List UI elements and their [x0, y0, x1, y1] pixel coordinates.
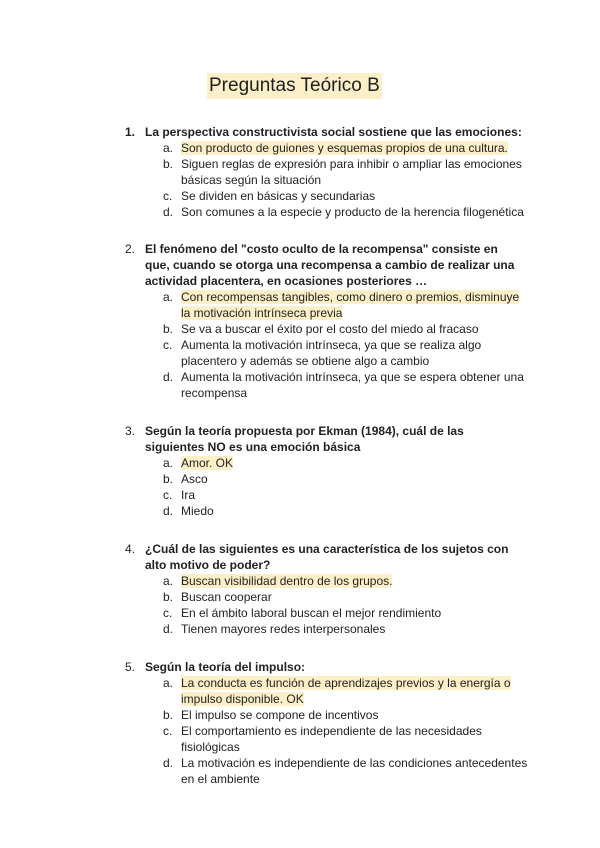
option-c — [0, 188, 600, 204]
option-text-highlighted: Amor. OK — [181, 456, 234, 470]
question-list — [0, 124, 600, 787]
option-letter: d. — [163, 205, 174, 219]
option-letter: c. — [163, 488, 173, 502]
option-d — [0, 503, 600, 519]
question-text: La perspectiva constructivista social sostiene que las emociones: — [145, 125, 522, 139]
question-number: 2. — [125, 242, 136, 256]
option-b — [0, 156, 600, 188]
option-a — [0, 289, 600, 321]
option-text: Son comunes a la especie y producto de la herencia filogenética — [181, 205, 524, 219]
option-letter: b. — [163, 708, 174, 722]
option-d — [0, 369, 600, 401]
option-letter: a. — [163, 676, 174, 690]
option-text-highlighted: Con recompensas tangibles, como dinero o premios, disminuye la motivación intrínseca previa — [181, 290, 520, 320]
option-b — [0, 471, 600, 487]
option-text-highlighted: La conducta es función de aprendizajes previos y la energía o impulso disponible. OK — [181, 676, 511, 706]
option-letter: b. — [163, 157, 174, 171]
option-list — [0, 573, 600, 637]
option-letter: a. — [163, 141, 174, 155]
option-c — [0, 723, 600, 755]
option-text: La motivación es independiente de las condiciones antecedentes en el ambiente — [181, 756, 528, 786]
option-text: Se dividen en básicas y secundarias — [181, 189, 376, 203]
option-text: Aumenta la motivación intrínseca, ya que se realiza algo placentero y además se obtiene algo a cambio — [181, 338, 482, 368]
question-3 — [0, 423, 600, 519]
option-list — [0, 675, 600, 787]
option-c — [0, 337, 600, 369]
question-text: Según la teoría del impulso: — [145, 660, 306, 674]
option-letter: b. — [163, 322, 174, 336]
option-letter: c. — [163, 724, 173, 738]
option-letter: c. — [163, 189, 173, 203]
option-letter: d. — [163, 370, 174, 384]
question-number: 5. — [125, 660, 136, 674]
option-d — [0, 621, 600, 637]
option-text: El comportamiento es independiente de las necesidades fisiológicas — [181, 724, 482, 754]
option-letter: d. — [163, 504, 174, 518]
option-text: Tienen mayores redes interpersonales — [181, 622, 386, 636]
option-list — [0, 455, 600, 519]
option-letter: d. — [163, 756, 174, 770]
option-text: Siguen reglas de expresión para inhibir o ampliar las emociones básicas según la situación — [181, 157, 522, 187]
option-letter: a. — [163, 574, 174, 588]
option-a — [0, 140, 600, 156]
option-letter: a. — [163, 290, 174, 304]
option-b — [0, 321, 600, 337]
question-text: El fenómeno del "costo oculto de la recompensa" consiste en que, cuando se otorga una recompensa a cambio de realizar una actividad placentera, en ocasiones posteriores … — [145, 242, 515, 288]
option-b — [0, 589, 600, 605]
option-text: Se va a buscar el éxito por el costo del miedo al fracaso — [181, 322, 479, 336]
question-number: 3. — [125, 424, 136, 438]
option-letter: c. — [163, 338, 173, 352]
question-4 — [0, 541, 600, 637]
option-text: El impulso se compone de incentivos — [181, 708, 379, 722]
option-a — [0, 675, 600, 707]
option-text: En el ámbito laboral buscan el mejor rendimiento — [181, 606, 442, 620]
option-letter: b. — [163, 472, 174, 486]
question-5 — [0, 659, 600, 787]
option-letter: a. — [163, 456, 174, 470]
question-2 — [0, 241, 600, 401]
option-text: Asco — [181, 472, 208, 486]
question-text: ¿Cuál de las siguientes es una característica de los sujetos con alto motivo de poder? — [145, 542, 509, 572]
option-d — [0, 755, 600, 787]
option-d — [0, 204, 600, 220]
question-number: 1. — [125, 125, 136, 139]
option-text: Miedo — [181, 504, 214, 518]
question-text: Según la teoría propuesta por Ekman (1984), cuál de las siguientes NO es una emoción básica — [145, 424, 464, 454]
option-list — [0, 289, 600, 401]
option-c — [0, 605, 600, 621]
option-text-highlighted: Son producto de guiones y esquemas propios de una cultura. — [181, 141, 508, 155]
question-number: 4. — [125, 542, 136, 556]
option-letter: b. — [163, 590, 174, 604]
question-1 — [0, 124, 600, 220]
option-letter: c. — [163, 606, 173, 620]
option-c — [0, 487, 600, 503]
option-text: Buscan cooperar — [181, 590, 272, 604]
option-text: Ira — [181, 488, 196, 502]
option-letter: d. — [163, 622, 174, 636]
option-b — [0, 707, 600, 723]
option-text-highlighted: Buscan visibilidad dentro de los grupos. — [181, 574, 393, 588]
option-text: Aumenta la motivación intrínseca, ya que se espera obtener una recompensa — [181, 370, 524, 400]
option-list — [0, 140, 600, 220]
option-a — [0, 455, 600, 471]
page-title: Preguntas Teórico B — [207, 73, 382, 99]
option-a — [0, 573, 600, 589]
